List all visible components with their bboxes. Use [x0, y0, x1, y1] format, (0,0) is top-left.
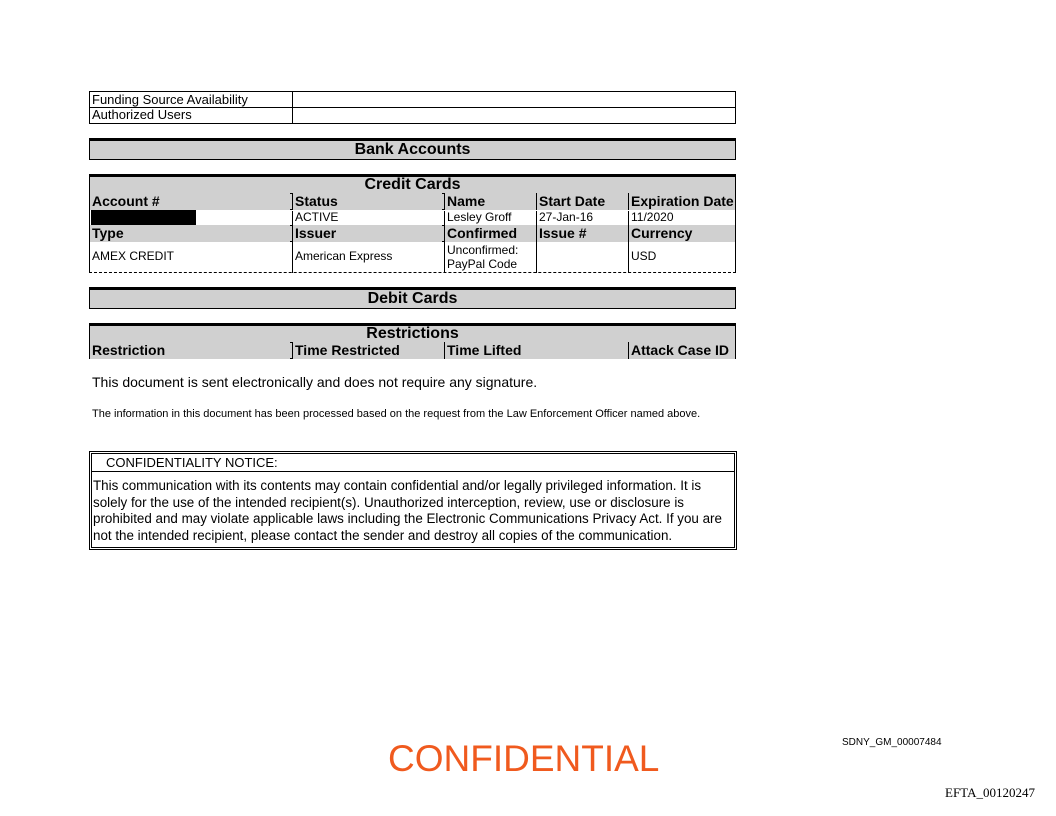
efta-number: EFTA_00120247 [945, 785, 1035, 800]
card-status: ACTIVE [292, 211, 442, 226]
confidentiality-body: This communication with its contents may contain confidential and/or legally privileged information. It is solely for the use of the intended recipient(s). Unauthorized interception, review, use or disclosure is prohibited and may violate applicable laws including the Electronic Communications Privacy Act. If you are not the intended recipient, please contact the sender and destroy all copies of the communication. [93, 478, 722, 543]
funding-authorized-table [89, 91, 736, 124]
account-number-redaction [91, 210, 196, 226]
restrictions-header [89, 323, 736, 342]
credit-cards-title: Credit Cards [364, 176, 461, 193]
card-holder-name: Lesley Groff [444, 211, 536, 226]
credit-cards-section [89, 174, 736, 274]
card-start-date: 27-Jan-16 [536, 211, 628, 226]
confidentiality-notice [89, 451, 737, 550]
card-confirmed-line1: Unconfirmed: [447, 243, 519, 257]
card-issue-number [536, 242, 628, 273]
card-currency: USD [628, 242, 735, 273]
processed-note: The information in this document has been processed based on the request from the Law Enforcement Officer named above. [92, 408, 701, 420]
col-account-number: Account # [90, 193, 290, 210]
card-confirmed-cell [444, 242, 536, 273]
col-restriction: Restriction [90, 342, 290, 359]
bates-number: SDNY_GM_00007484 [842, 737, 942, 748]
card-issuer: American Express [292, 242, 442, 273]
col-status: Status [292, 193, 442, 210]
col-expiration-date: Expiration Date [628, 193, 735, 210]
credit-cards-header [89, 174, 736, 193]
col-start-date: Start Date [536, 193, 628, 210]
debit-cards-header [89, 287, 736, 309]
col-time-lifted: Time Lifted [444, 342, 628, 359]
confidential-stamp: CONFIDENTIAL [388, 738, 660, 779]
no-signature-note: This document is sent electronically and does not require any signature. [92, 374, 538, 390]
col-attack-case-id: Attack Case ID [628, 342, 735, 359]
confidentiality-title: CONFIDENTIALITY NOTICE: [106, 455, 278, 470]
funding-source-label: Funding Source Availability [92, 93, 248, 107]
card-expiration-date: 11/2020 [628, 211, 735, 226]
restrictions-title: Restrictions [366, 325, 459, 342]
col-name: Name [444, 193, 536, 210]
col-currency: Currency [628, 225, 735, 242]
col-type: Type [90, 225, 290, 242]
col-confirmed: Confirmed [444, 225, 536, 242]
col-time-restricted: Time Restricted [292, 342, 444, 359]
debit-cards-title: Debit Cards [367, 290, 458, 307]
card-confirmed-line2: PayPal Code [447, 257, 518, 271]
card-type: AMEX CREDIT [92, 250, 175, 263]
col-issuer: Issuer [292, 225, 442, 242]
authorized-users-label: Authorized Users [92, 108, 192, 122]
bank-accounts-header [89, 138, 736, 160]
col-issue-number: Issue # [536, 225, 628, 242]
bank-accounts-title: Bank Accounts [354, 141, 471, 158]
restrictions-section [89, 323, 736, 360]
